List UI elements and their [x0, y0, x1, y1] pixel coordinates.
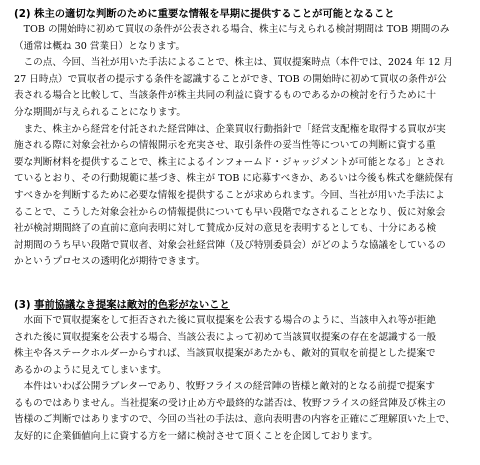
paragraph-line: るものではありません。当社提案の受け止め方や最終的な諾否は、牧野フライスの経営陣及び株主の	[14, 397, 446, 409]
paragraph-line: あるかのように見えてしまいます。	[14, 364, 167, 376]
paragraph-line: された後に買収提案を公表する場合、当該公表によって初めて当該買収提案の存在を認識する一般	[14, 331, 437, 343]
paragraph-line: 水面下で買収提案をして拒否された後に買収提案を公表する場合のように、当該申入れ等が拒絶	[14, 314, 437, 326]
paragraph-line: ているとおり、その行動規範に基づき、株主が TOB に応募すべきか、あるいは今後も株式を継続保有	[14, 173, 454, 185]
section-2	[14, 6, 470, 271]
paragraph-line: 施される際に対象会社からの情報開示を充実させ、取引条件の妥当性等についての判断に資する重	[14, 140, 436, 152]
paragraph-line: 友好的に企業価値向上に資する方を一緒に検討させて頂くことを企図しております。	[14, 431, 378, 443]
paragraph-line: 要な判断材料を提供することで、株主によるインフォームド・ジャッジメントが可能となる」とされ	[14, 156, 445, 168]
paragraph-line: TOB の開始時に初めて買収の条件が公表される場合、株主に与えられる検討期間は TOB 期間のみ	[14, 24, 450, 35]
paragraph-line: また、株主から経営を付託された経営陣は、企業買収行動指針で「経営支配権を取得する買収が実	[14, 123, 446, 135]
paragraph-line: ることで、こうした対象会社からの情報提供についても早い段階でなされることとなり、仮に対象会	[14, 206, 446, 218]
paragraph-line: 分な期間が与えられることになります。	[14, 106, 186, 118]
section-spacer	[14, 271, 470, 297]
paragraph-line: 本件はいわば公開ラブレターであり、牧野フライスの経営陣の皆様と敵対的となる前提で提案す	[14, 381, 435, 393]
paragraph-line: すべきかを判断するために必要な情報を提供することが求められます。今回、当社が用いた手法によ	[14, 189, 445, 201]
paragraph-line: 表される場合と比較して、当該条件が株主共同の利益に資するものであるかの検討を行うために十	[14, 90, 436, 102]
section-3-body	[14, 313, 470, 446]
section-3-heading-text: 事前協議なき提案は敵対的色彩がないこと	[34, 298, 230, 311]
paragraph-line: 27 日時点）で買収者の提示する条件を認識することができ、TOB の開始時に初めて買収の条件が公	[14, 73, 447, 85]
paragraph-line: 社が検討期間終了の直前に意向表明に対して賛成か反対の意見を表明するとしても、十分にある検	[14, 223, 437, 235]
paragraph-line: 株主や各ステークホルダーからすれば、当該買収提案があたかも、敵対的買収を前提とした提案で	[14, 348, 436, 360]
section-2-heading: (2) 株主の適切な判断のために重要な情報を早期に提供することが可能となること	[14, 8, 395, 20]
paragraph-line: （通常は概ね 30 営業日）となります。	[14, 40, 186, 52]
paragraph-line: 討期間のうち早い段階で買収者、対象会社経営陣（及び特別委員会）がどのような協議をしているの	[14, 239, 446, 251]
paragraph-line: かというプロセスの透明化が期待できます。	[14, 256, 206, 268]
paragraph-line: 皆様のご判断ではありますので、今回の当社の手法は、意向表明書の内容を正確にご理解頂いた上で、	[14, 414, 455, 426]
section-3-heading-number: (3)	[14, 298, 35, 311]
section-2-body	[14, 22, 470, 271]
section-3	[14, 297, 470, 446]
paragraph-line: この点、今回、当社が用いた手法によることで、株主は、買収提案時点（本件では、2024 年 12 月	[14, 57, 453, 69]
section-3-heading	[14, 297, 470, 313]
